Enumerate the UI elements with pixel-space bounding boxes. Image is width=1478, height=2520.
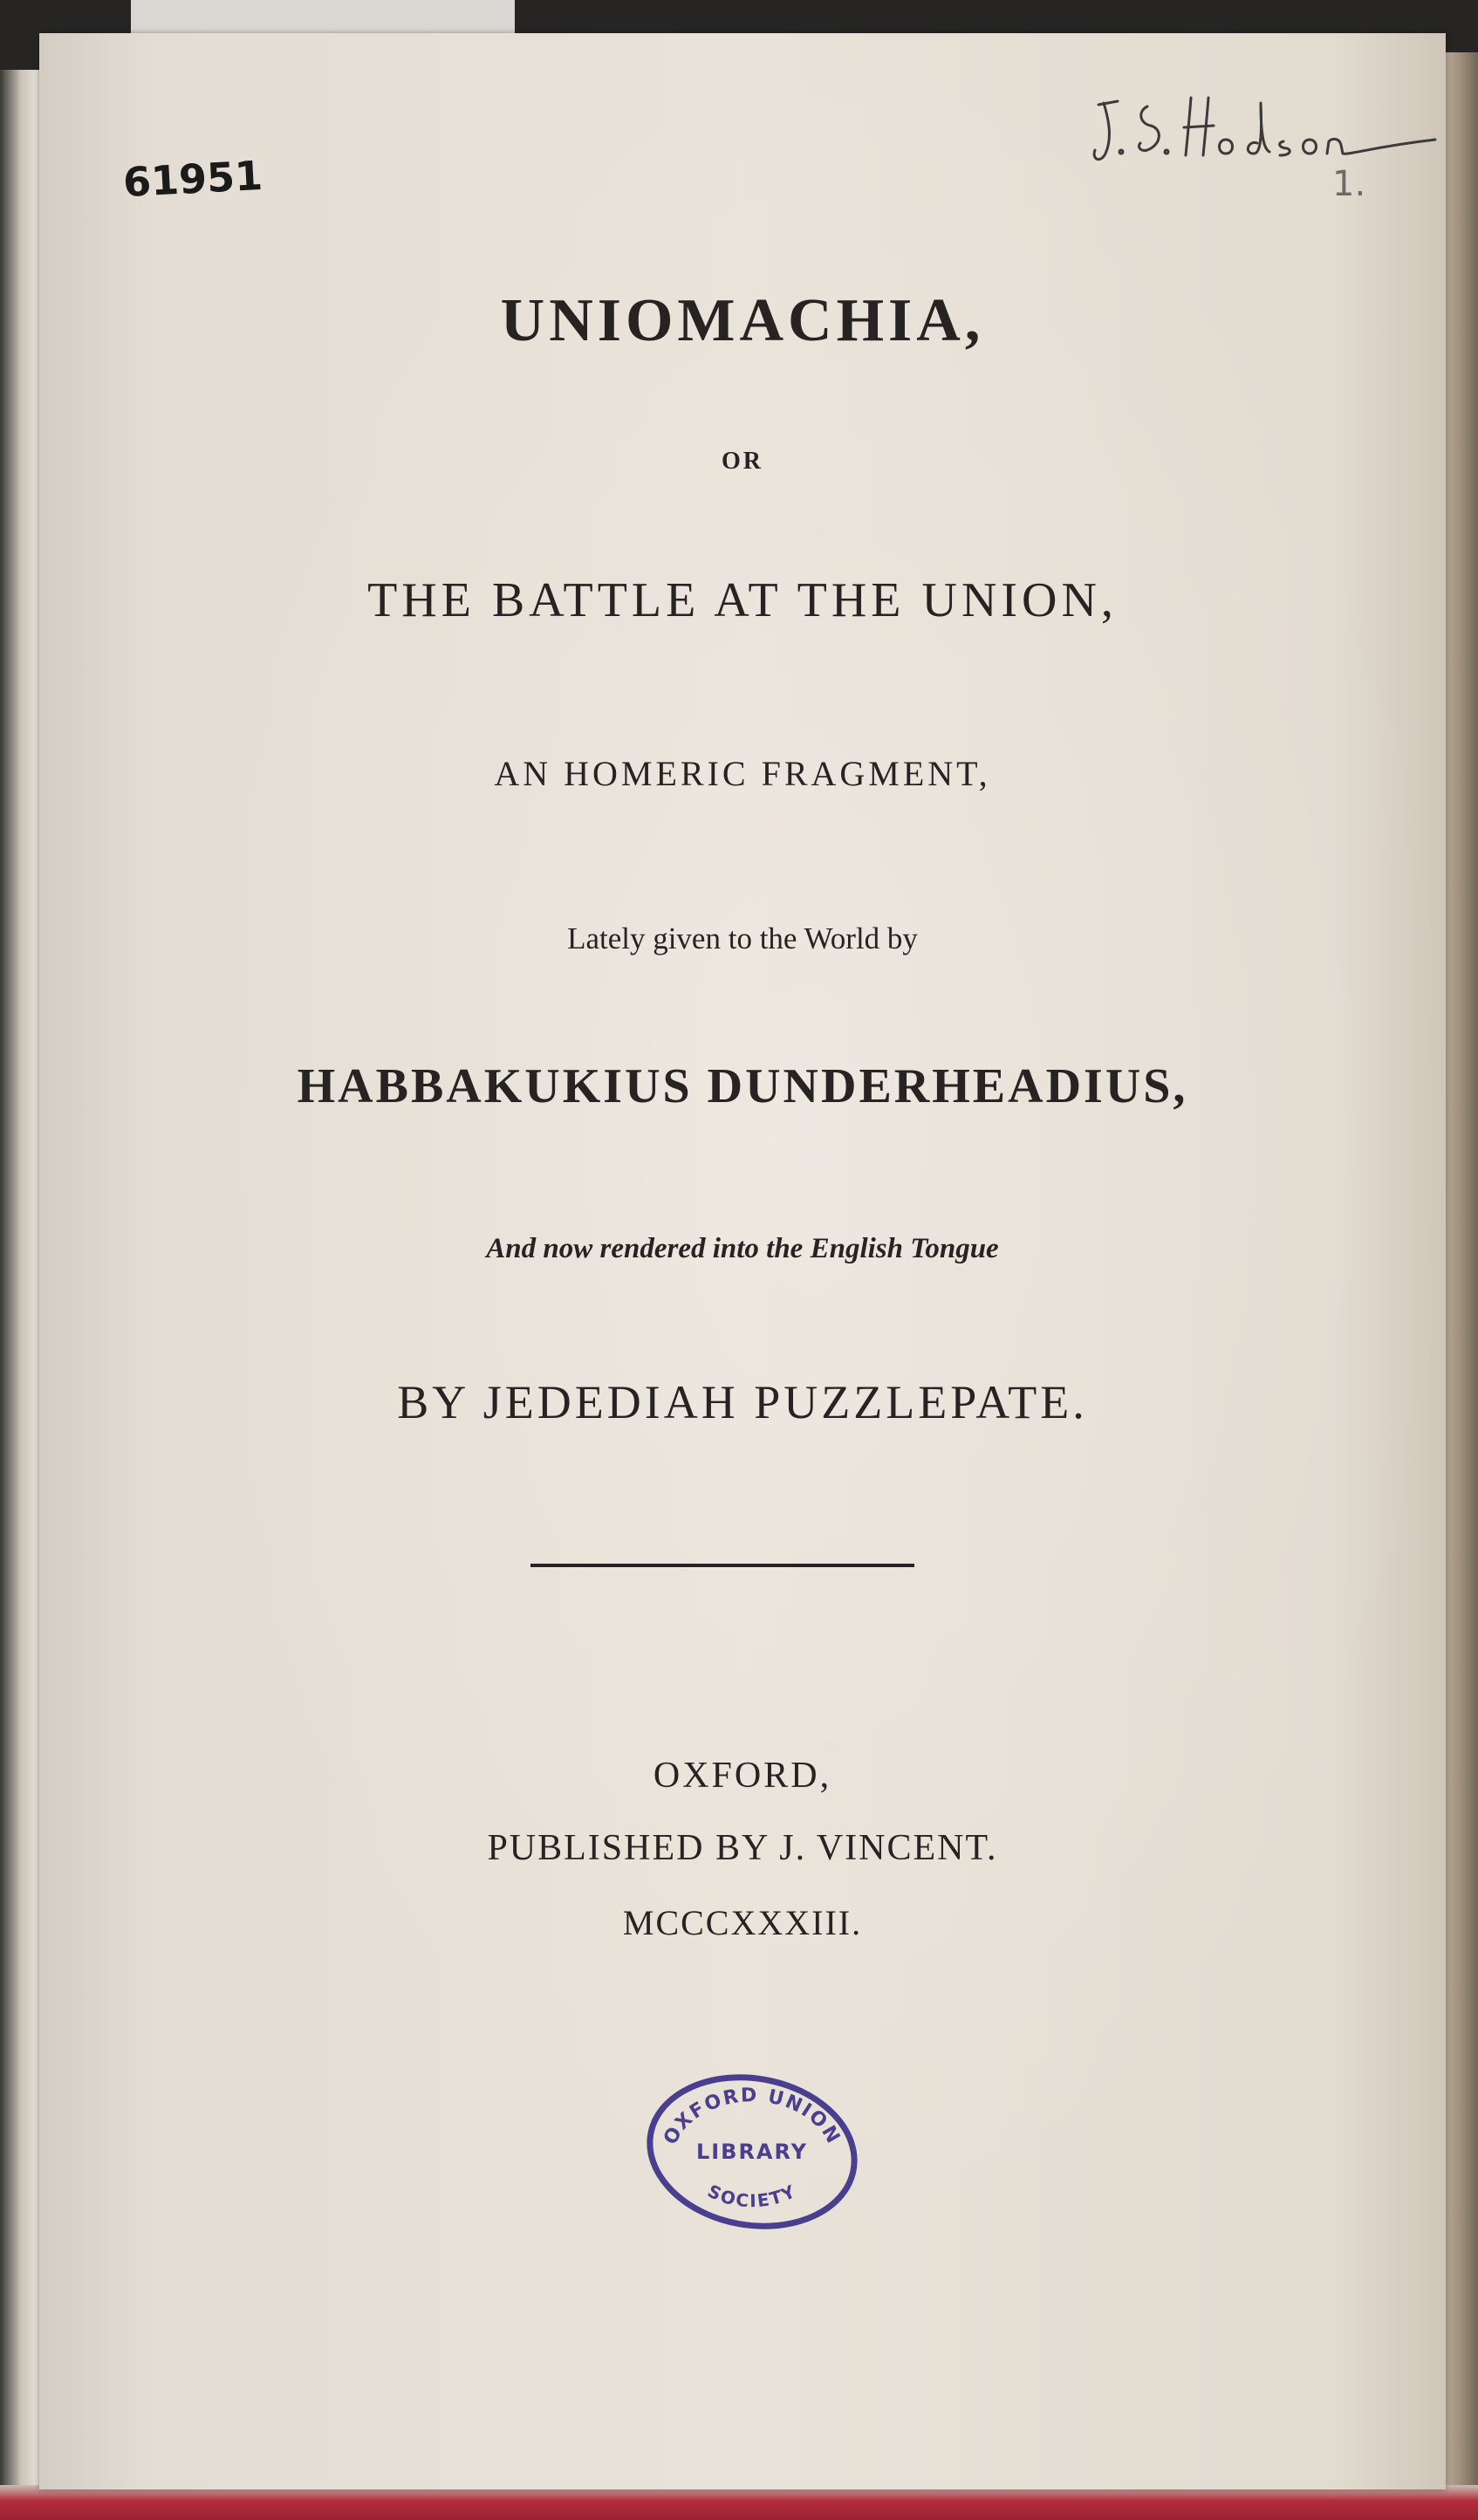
book-subtitle: THE BATTLE AT THE UNION, bbox=[367, 573, 1118, 627]
imprint-publisher: PUBLISHED BY J. VINCENT. bbox=[487, 1828, 998, 1868]
library-stamp bbox=[643, 2073, 861, 2230]
imprint-year: MCCCXXXIII. bbox=[622, 1903, 863, 1942]
book-binding bbox=[0, 2485, 1478, 2520]
imprint-place: OXFORD, bbox=[653, 1756, 832, 1796]
stamp-bottom-text: SOCIETY bbox=[704, 2180, 800, 2212]
title-conjunction: OR bbox=[722, 448, 763, 475]
given-line: Lately given to the World by bbox=[567, 921, 918, 955]
stamp-middle-text: LIBRARY bbox=[695, 2140, 809, 2164]
svg-text:SOCIETY bbox=[704, 2181, 799, 2212]
author-name: HABBAKUKIUS DUNDERHEADIUS, bbox=[297, 1059, 1188, 1113]
genre-line: AN HOMERIC FRAGMENT, bbox=[494, 754, 991, 793]
accession-number: 61951 bbox=[121, 151, 264, 207]
stamp-top-text: OXFORD UNION bbox=[660, 2085, 845, 2149]
title-page bbox=[39, 33, 1446, 2489]
divider-rule bbox=[530, 1564, 914, 1567]
page-mark: 1. bbox=[1332, 164, 1366, 204]
book-right-edge bbox=[1443, 52, 1478, 2520]
rendered-line: And now rendered into the English Tongue bbox=[486, 1233, 999, 1264]
book-title: UNIOMACHIA, bbox=[500, 287, 985, 354]
translator-name: BY JEDEDIAH PUZZLEPATE. bbox=[397, 1376, 1088, 1428]
owner-signature bbox=[1086, 86, 1453, 181]
